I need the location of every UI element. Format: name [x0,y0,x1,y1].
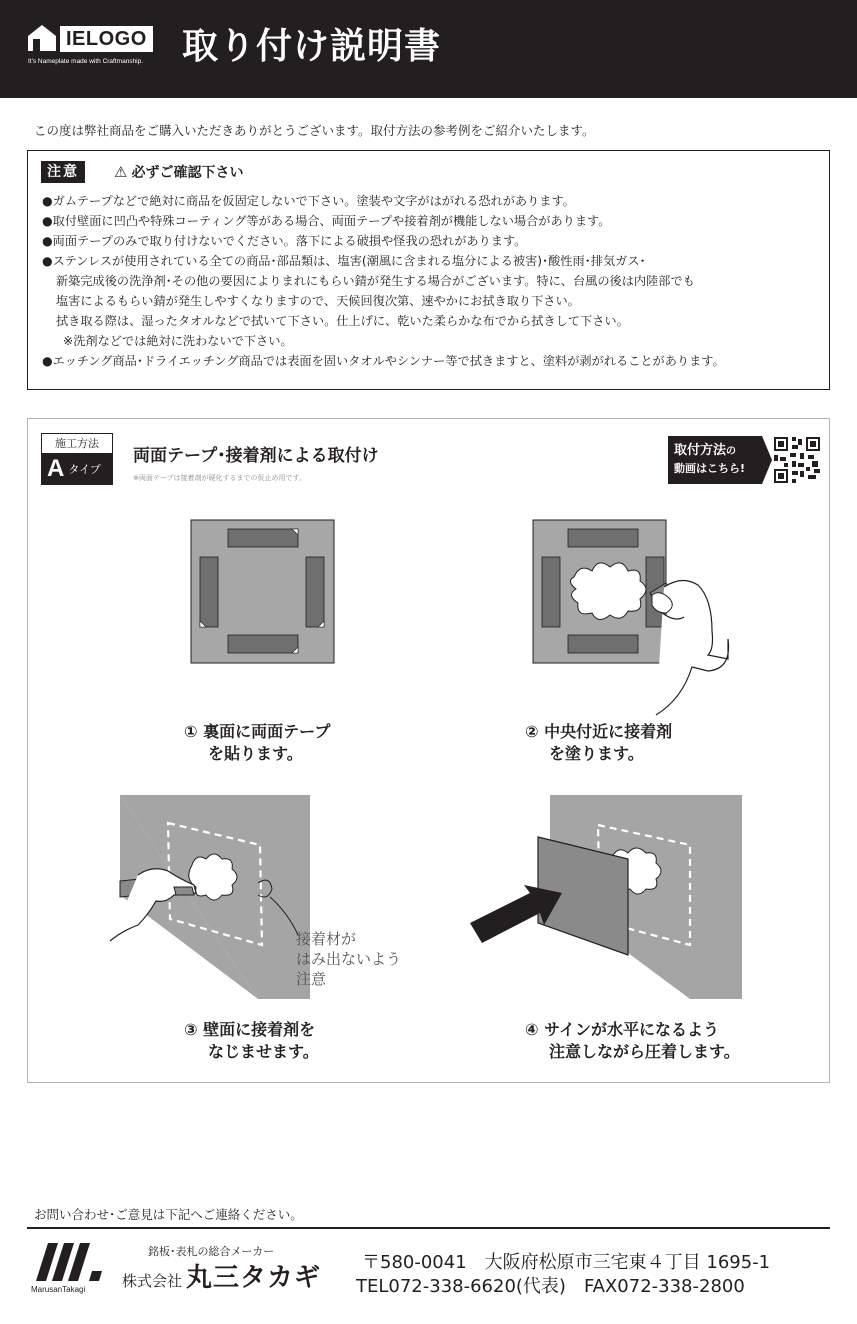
caution-label: 注意 [41,161,85,183]
method-badge-label: 施工方法 [42,434,112,454]
step-3-line2: なじませます。 [208,1042,319,1061]
qr-code-icon[interactable] [774,437,820,483]
logo-text: IELOGO [60,26,153,52]
method-badge [41,433,113,485]
caution-line: ●取付壁面に凹凸や特殊コーティング等がある場合、両面テープや接着剤が機能しない場合があります。 [42,214,611,228]
caution-line: ●エッチング商品･ドライエッチング商品では表面を固いタオルやシンナー等で拭きますと、塗料が剥がれることがあります。 [42,354,725,368]
caution-subtitle [114,161,243,184]
caution-line: ●ガムテープなどで絶対に商品を仮固定しないで下さい。塗装や文字がはがれる恐れがあります。 [42,194,575,208]
step-1-line2: を貼ります。 [208,744,303,763]
step-3-text [184,1019,319,1063]
logo-tagline: It's Nameplate made with Craftmanship. [28,58,144,65]
caution-line: ●ステンレスが使用されている全ての商品･部品類は、塩害(潮風に含まれる塩分による被害)･酸性雨･排気ガス･ [42,254,646,268]
method-type-label: タイプ [68,463,101,476]
figure-tape-on-back [190,519,336,665]
callout-line1: 接着材が [296,930,357,948]
warning-icon: ⚠ [114,163,128,181]
step-2-line2: を塗ります。 [549,744,644,763]
caution-line: 塩害によるもらい錆が発生しやすくなりますので、天候回復次第、速やかにお拭き取り下さい。 [56,294,580,308]
caution-line: 新築完成後の洗浄剤･その他の要因によりまれにもらい錆が発生する場合がございます。特に、台風の後は内陸部でも [56,274,695,288]
install-method-panel [27,418,830,1083]
contact-lead: お問い合わせ･ご意見は下記へご連絡ください。 [34,1207,303,1222]
house-icon [28,25,56,51]
caution-line: ●両面テープのみで取り付けないでください。落下による破損や怪我の恐れがあります。 [42,234,527,248]
method-badge-type [42,454,112,484]
figure-press-sign [468,795,748,1001]
company-name [122,1262,321,1297]
figure-apply-adhesive [532,519,732,719]
company-tagline: 銘板･表札の総合メーカー [148,1245,275,1258]
video-link-label[interactable] [668,436,762,484]
company-logo-name: MarusanTakagi [31,1285,86,1294]
company-name-text: 丸三タカギ [186,1263,322,1293]
step-2-line1: ② 中央付近に接着剤 [525,722,673,741]
company-address: 〒580-0041 大阪府松原市三宅東４丁目 1695-1 [362,1252,771,1273]
caution-subtitle-text: 必ずご確認下さい [131,165,244,181]
step-3-line1: ③ 壁面に接着剤を [184,1020,316,1039]
header-bar [0,0,857,98]
footer-divider [27,1227,830,1229]
method-letter: A [47,455,65,482]
step-4-line1: ④ サインが水平になるよう [525,1020,719,1039]
brand-logo [22,20,162,70]
step-4-line2: 注意しながら圧着します。 [549,1042,740,1061]
callout-text [296,929,401,989]
page-title: 取り付け説明書 [182,26,442,67]
company-prefix: 株式会社 [122,1272,183,1290]
step-1-text [184,721,330,765]
method-title: 両面テープ･接着剤による取付け [133,446,379,466]
company-phone-fax: TEL072-338-6620(代表) FAX072-338-2800 [356,1276,745,1297]
caution-list [42,191,829,371]
callout-line3: 注意 [296,970,327,988]
step-2-text [525,721,672,765]
video-label-suffix: の [726,446,737,457]
arrow-right-icon [762,436,772,484]
step-1-line1: ① 裏面に両面テープ [184,722,331,741]
video-label-line2: 動画はこちら! [674,462,746,475]
step-4-text [525,1019,740,1063]
intro-text: この度は弊社商品をご購入いただきありがとうございます。取付方法の参考例をご紹介いたします。 [34,123,595,138]
company-logo-icon [34,1243,104,1283]
callout-line2: はみ出ないよう [296,950,402,968]
caution-box [27,150,830,390]
figure-wall-adhesive [108,795,318,1001]
caution-line: 拭き取る際は、湿ったタオルなどで拭いて下さい。仕上げに、乾いた柔らかな布でから拭きして下さい。 [56,314,629,328]
video-label-line1: 取付方法 [674,443,727,458]
method-note: ※両面テープは接着剤が硬化するまでの仮止め用です。 [133,474,306,482]
caution-line: ※洗剤などでは絶対に洗わないで下さい。 [63,334,293,348]
